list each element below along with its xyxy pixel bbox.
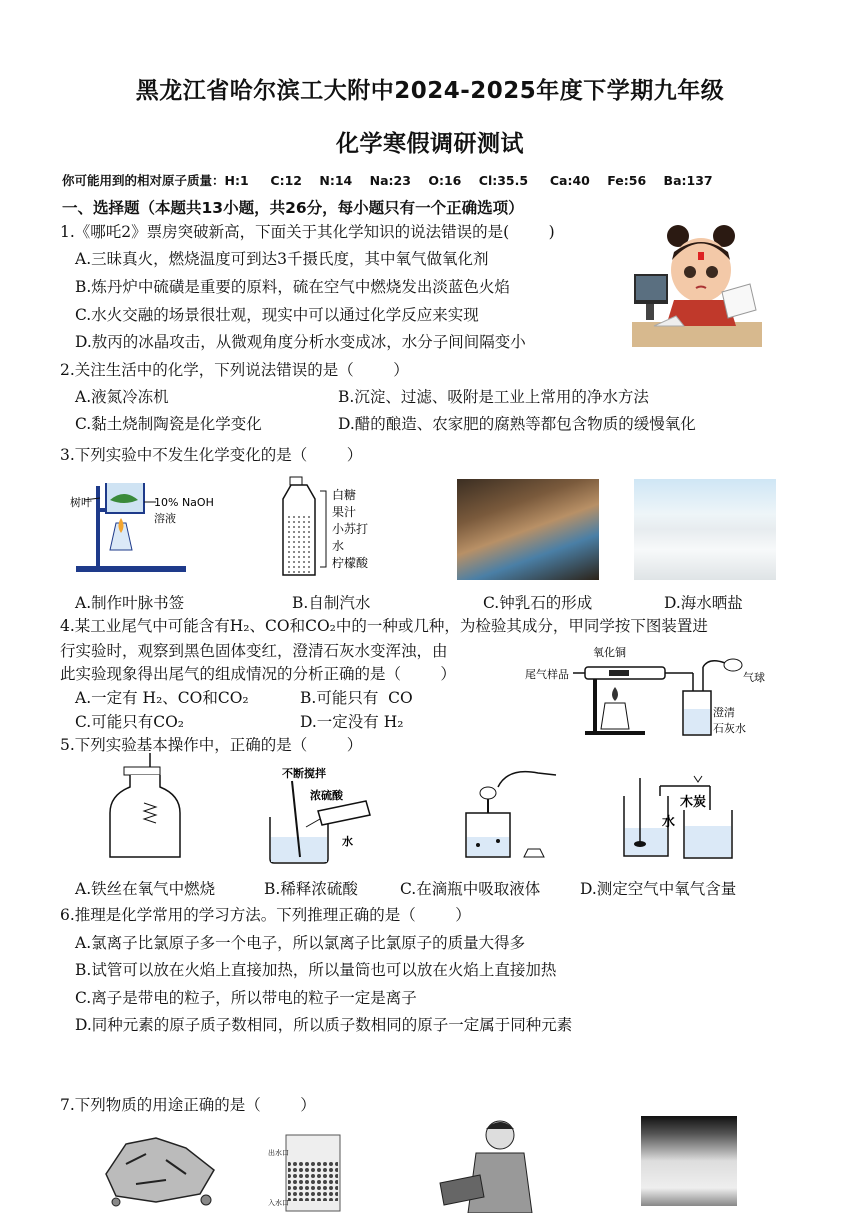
- water-label-5b: 水: [342, 835, 353, 848]
- juice-label: 果汁: [332, 505, 357, 519]
- q1-option-b: B.炼丹炉中硫磺是重要的原料，硫在空气中燃烧发出淡蓝色火焰: [75, 278, 510, 296]
- q6-option-a: A.氯离子比氯原子多一个电子，所以氯离子比氯原子的质量大得多: [75, 934, 526, 952]
- q6-option-b: B.试管可以放在火焰上直接加热，所以量筒也可以放在火焰上直接加热: [75, 961, 557, 979]
- copper-oxide-label: 氧化铜: [593, 646, 626, 659]
- gas-sample-label: 尾气样品: [525, 668, 569, 681]
- water-inlet-label: 入水口: [268, 1199, 289, 1207]
- sugar-label: 白糖: [332, 488, 357, 502]
- q3-option-d: D.海水晒盐: [664, 594, 743, 612]
- clear-label: 澄清: [713, 706, 735, 719]
- q5-option-b: B.稀释浓硫酸: [264, 880, 358, 898]
- atomic-mass-line: 你可能用到的相对原子质量：H:1 C:12 N:14 Na:23 O:16 Cl:35.5 Ca:40 Fe:56 Ba:137: [62, 173, 713, 188]
- water-label-5d: 水: [662, 815, 676, 830]
- conc-acid-label: 浓硫酸: [310, 789, 343, 802]
- q2-option-d: D.醋的酿造、农家肥的腐熟等都包含物质的缓慢氧化: [338, 415, 696, 433]
- q1-option-d: D.敖丙的冰晶攻击，从微观角度分析水变成冰，水分子间间隔变小: [75, 333, 526, 351]
- leaf-vein-apparatus: [66, 478, 236, 578]
- water-filter-image: [268, 1131, 348, 1215]
- q3-option-a: A.制作叶脉书签: [75, 594, 185, 612]
- water-label: 水: [332, 539, 345, 553]
- q2-option-c: C.黏土烧制陶瓷是化学变化: [75, 415, 262, 433]
- question-5-stem: 5.下列实验基本操作中，正确的是（ ）: [60, 736, 363, 754]
- q4-option-b: B.可能只有 CO: [300, 689, 413, 707]
- section-title: 一、选择题（本题共13小题，共26分，每小题只有一个正确选项）: [62, 199, 524, 217]
- rock-ore-image: [96, 1124, 226, 1208]
- q4-option-c: C.可能只有CO₂: [75, 713, 185, 731]
- salt-pan-photo: [634, 479, 776, 580]
- keep-stirring-label: 不断搅拌: [282, 767, 326, 780]
- question-4-stem-line1: 4.某工业尾气中可能含有H₂、CO和CO₂中的一种或几种，为检验其成分，甲同学按下图装置进: [60, 617, 708, 635]
- naoh-label: 10% NaOH: [154, 496, 214, 509]
- q4-option-a: A.一定有 H₂、CO和CO₂: [75, 689, 249, 707]
- leaf-label: 树叶: [70, 496, 92, 509]
- q6-option-c: C.离子是带电的粒子，所以带电的粒子一定是离子: [75, 989, 417, 1007]
- citric-acid-label: 柠檬酸: [332, 556, 369, 570]
- question-4-stem-line2: 行实验时，观察到黑色固体变红，澄清石灰水变浑浊，由: [60, 642, 448, 660]
- question-7-stem: 7.下列物质的用途正确的是（ ）: [60, 1096, 316, 1114]
- q3-option-b: B.自制汽水: [292, 594, 371, 612]
- q2-option-b: B.沉淀、过滤、吸附是工业上常用的净水方法: [338, 388, 649, 406]
- balloon-label: 气球: [743, 671, 765, 684]
- boy-experiment-image: [436, 1113, 546, 1213]
- q4-option-d: D.一定没有 H₂: [300, 713, 404, 731]
- q5-option-a: A.铁丝在氧气中燃烧: [75, 880, 216, 898]
- nezha-illustration: [632, 222, 762, 347]
- q5-option-c: C.在滴瓶中吸取液体: [400, 880, 541, 898]
- question-3-stem: 3.下列实验中不发生化学变化的是（ ）: [60, 446, 363, 464]
- water-outlet-label: 出水口: [268, 1149, 289, 1157]
- charcoal-label: 木炭: [680, 795, 707, 810]
- q5-option-d: D.测定空气中氧气含量: [580, 880, 737, 898]
- q1-option-c: C.水火交融的场景很壮观，现实中可以通过化学反应来实现: [75, 306, 479, 324]
- air-oxygen-apparatus: [618, 766, 768, 866]
- q2-option-a: A.液氮冷冻机: [75, 388, 169, 406]
- white-powder-photo: [641, 1116, 737, 1206]
- q3-option-c: C.钟乳石的形成: [483, 594, 593, 612]
- q1-option-a: A.三昧真火，燃烧温度可到达3千摄氏度，其中氧气做氧化剂: [75, 250, 489, 268]
- question-2-stem: 2.关注生活中的化学，下列说法错误的是（ ）: [60, 361, 409, 379]
- q6-option-d: D.同种元素的原子质子数相同，所以质子数相同的原子一定属于同种元素: [75, 1016, 573, 1034]
- soda-bottle-diagram: [282, 475, 392, 581]
- dropper-bottle: [448, 757, 568, 863]
- page-subtitle: 化学寒假调研测试: [336, 131, 524, 157]
- gas-test-apparatus: [525, 643, 770, 738]
- question-4-stem-line3: 此实验现象得出尾气的组成情况的分析正确的是（ ）: [60, 665, 456, 683]
- limewater-label: 石灰水: [713, 722, 746, 735]
- stalactite-photo: [457, 479, 599, 580]
- baking-soda-label: 小苏打: [332, 522, 369, 536]
- iron-wire-oxygen-bottle: [104, 753, 186, 863]
- solution-label: 溶液: [154, 512, 176, 525]
- question-1-stem: 1.《哪吒2》票房突破新高，下面关于其化学知识的说法错误的是( ): [60, 223, 555, 241]
- dilute-sulfuric-acid: [262, 767, 392, 867]
- page-title: 黑龙江省哈尔滨工大附中2024-2025年度下学期九年级: [135, 78, 725, 104]
- question-6-stem: 6.推理是化学常用的学习方法。下列推理正确的是（ ）: [60, 906, 471, 924]
